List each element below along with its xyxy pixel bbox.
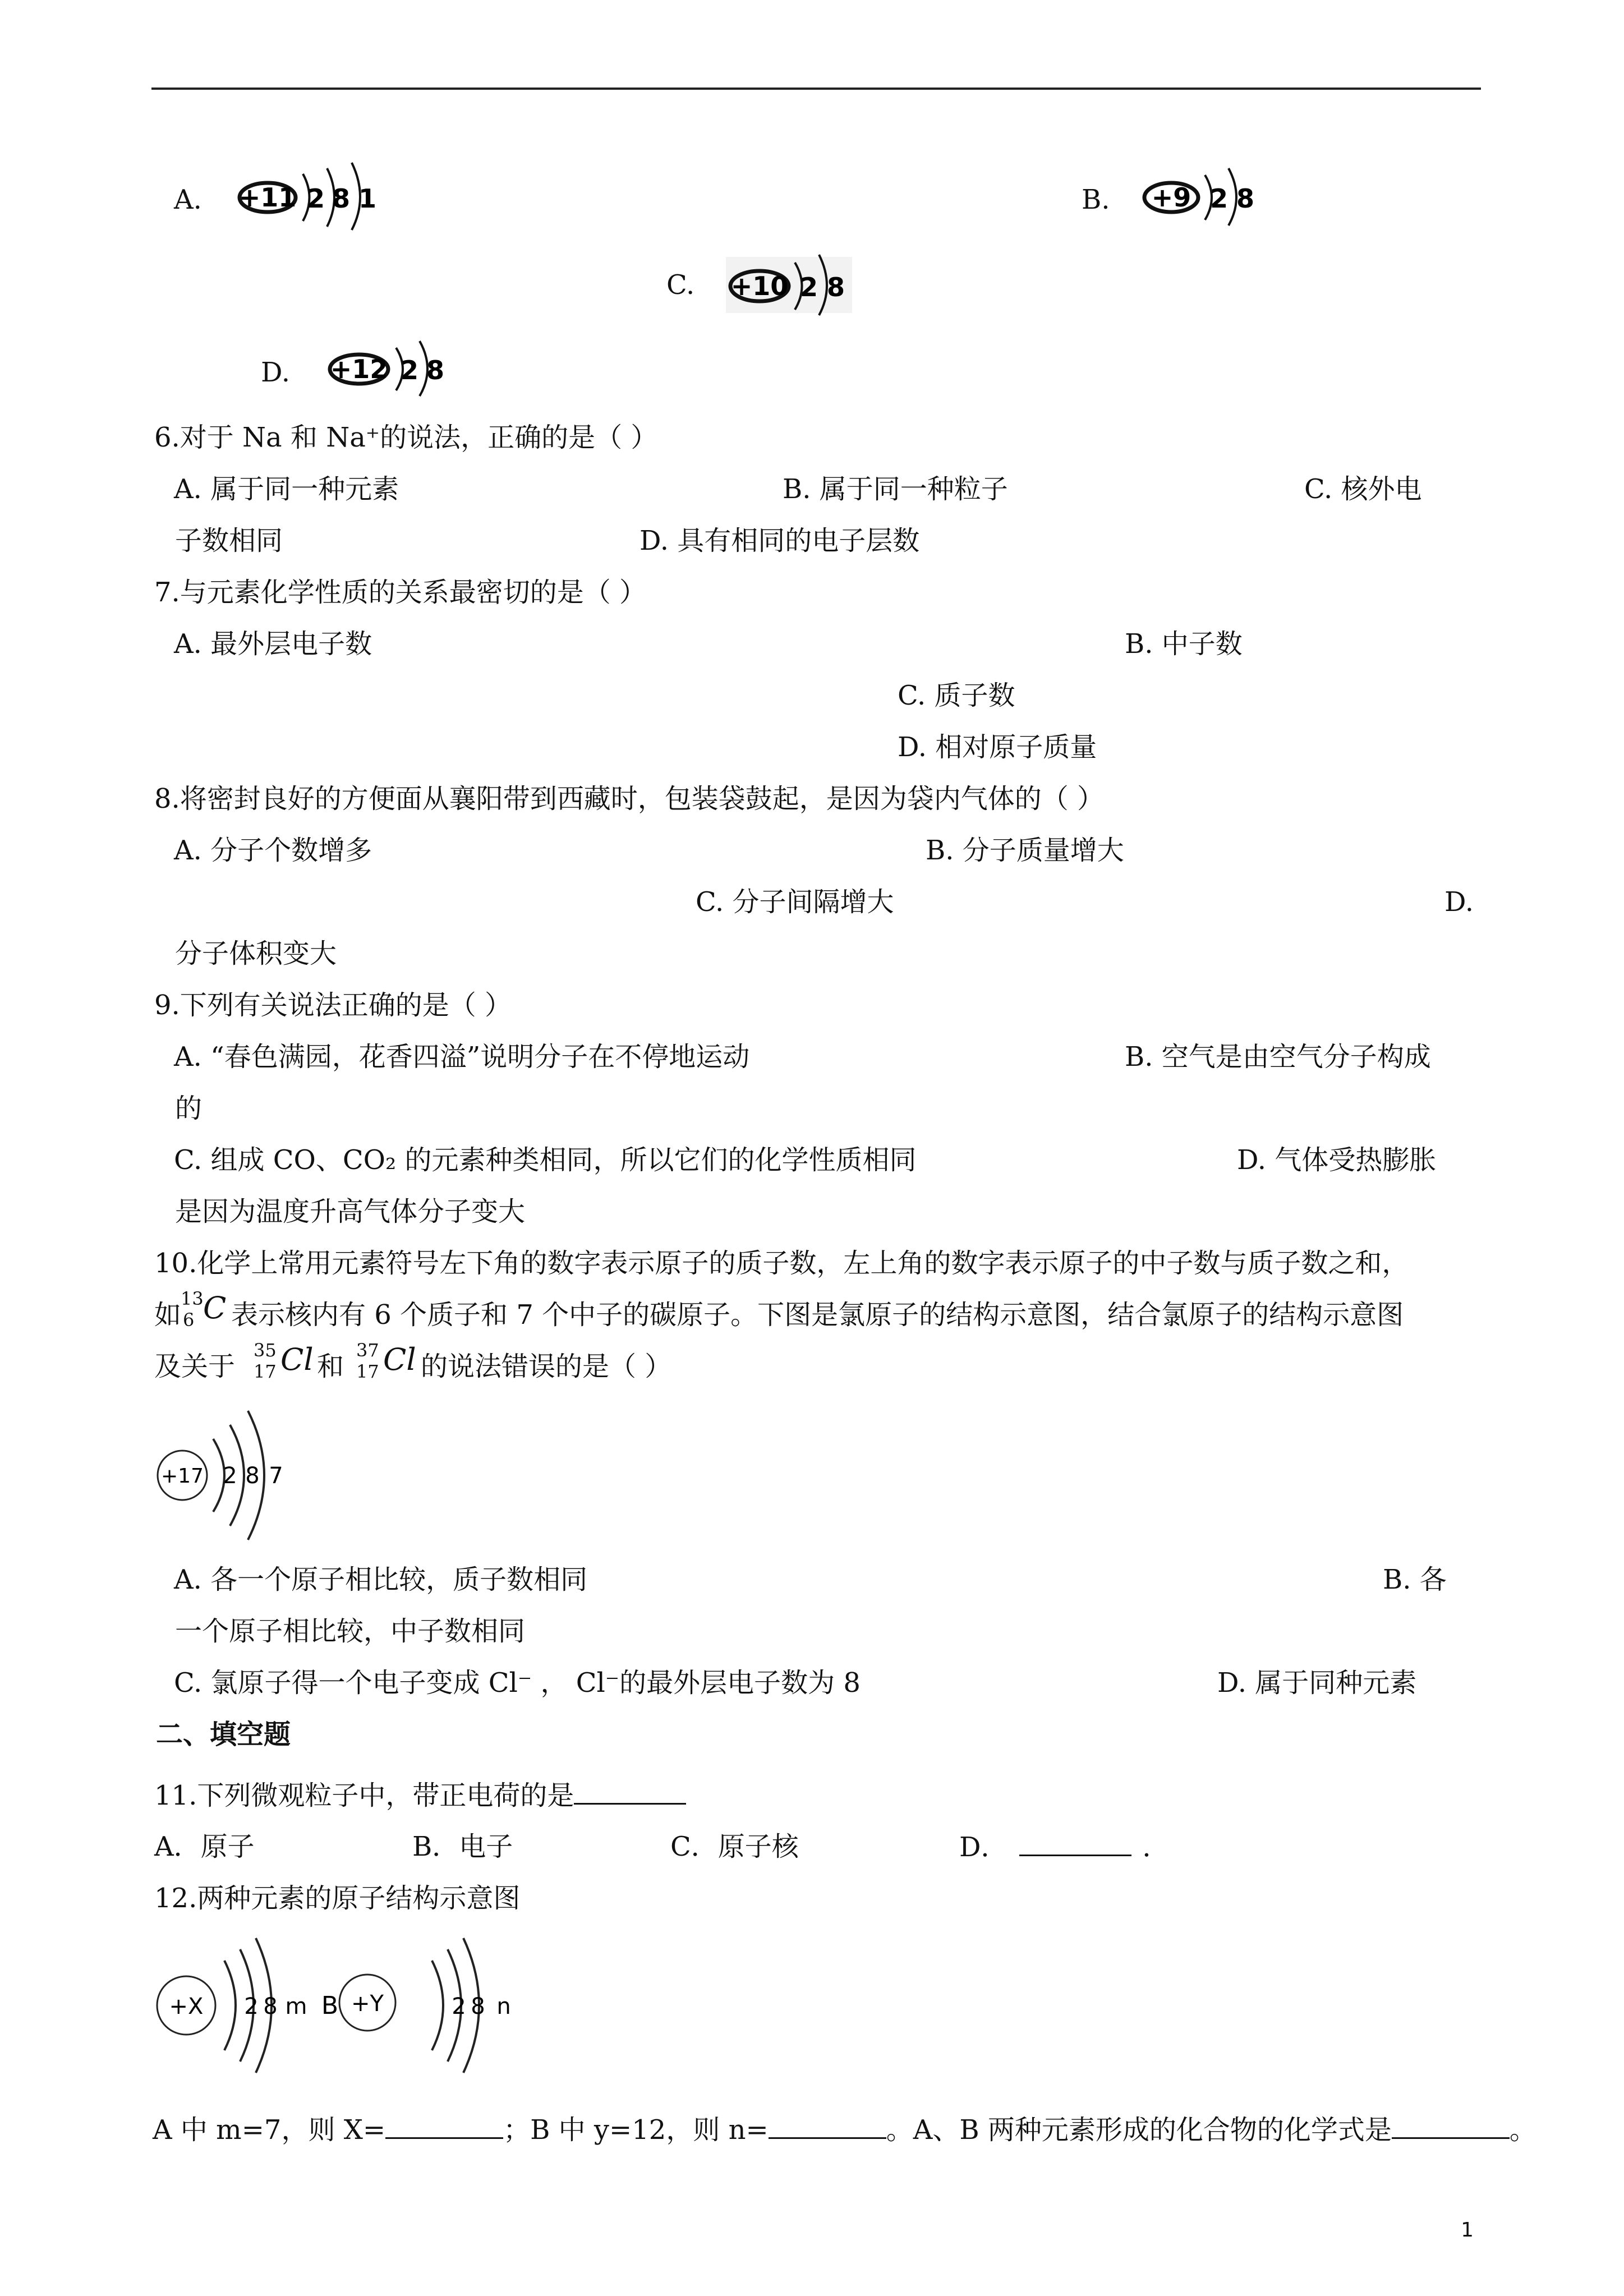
q6-option-b: B. 属于同一种粒子 xyxy=(783,473,1008,505)
mass-number: 37 xyxy=(356,1340,379,1361)
nucleus-label: +10 xyxy=(730,271,789,301)
q5-option-b-letter: B. xyxy=(1082,184,1110,215)
q8-stem: 8.将密封良好的方便面从襄阳带到西藏时，包装袋鼓起，是因为袋内气体的（ ） xyxy=(154,783,1105,815)
q11-option-b: B．电子 xyxy=(412,1831,513,1862)
shell-1: 2 xyxy=(400,355,419,385)
q9-option-d-cont: 是因为温度升高气体分子变大 xyxy=(175,1196,526,1227)
q12-answer-line xyxy=(153,2113,1536,2147)
shell-3: 1 xyxy=(358,183,377,214)
shell-2: 8 xyxy=(245,1463,260,1489)
q10-line3-and: 和 xyxy=(317,1351,344,1382)
atomic-number: 17 xyxy=(254,1361,277,1382)
q5-option-c-letter: C. xyxy=(666,269,695,301)
q11-option-d: D． xyxy=(959,1832,1008,1863)
q8-option-d: D. xyxy=(1444,886,1474,918)
q7-option-b: B. 中子数 xyxy=(1125,628,1243,660)
q5-option-c-diagram xyxy=(725,246,854,319)
q8-option-b: B. 分子质量增大 xyxy=(926,835,1124,866)
nucleus-label: +11 xyxy=(238,182,297,213)
atomic-number: 17 xyxy=(356,1361,379,1382)
q12-blank-n[interactable] xyxy=(769,2113,886,2139)
element-symbol: C xyxy=(203,1290,227,1326)
q7-option-c: C. 质子数 xyxy=(898,680,1015,711)
shell-1: 2 xyxy=(1209,183,1229,214)
shell-2: 8 xyxy=(263,1994,278,2019)
q7-option-a: A. 最外层电子数 xyxy=(174,628,372,660)
shell-2: 8 xyxy=(332,183,351,214)
nucleus-label: +X xyxy=(169,1994,204,2019)
q10-line2-prefix: 如 xyxy=(154,1299,182,1331)
q5-option-d-diagram xyxy=(324,337,459,398)
q9-option-b-cont: 的 xyxy=(175,1093,203,1124)
q11-answer-blank[interactable] xyxy=(574,1778,686,1805)
page-number: 1 xyxy=(1461,2219,1474,2242)
q5-option-b-diagram xyxy=(1139,162,1268,229)
shell-3: m xyxy=(285,1994,307,2019)
q11-option-d-blank[interactable] xyxy=(1019,1830,1131,1856)
mass-number: 13 xyxy=(181,1288,204,1309)
q9-option-b: B. 空气是由空气分子构成 xyxy=(1125,1041,1431,1073)
shell-2: 8 xyxy=(471,1994,485,2019)
q11-stem-line xyxy=(154,1778,686,1812)
q5-option-a-diagram xyxy=(233,158,395,231)
shell-2: 8 xyxy=(1236,183,1255,214)
q10-chlorine-diagram xyxy=(151,1402,297,1548)
q10-line3-prefix: 及关于 xyxy=(154,1351,236,1382)
isotope-cl35 xyxy=(254,1340,321,1384)
nucleus-label: +Y xyxy=(351,1991,384,2017)
q9-option-d: D. 气体受热膨胀 xyxy=(1237,1144,1437,1176)
header-rule xyxy=(151,88,1481,90)
q10-option-d: D. 属于同种元素 xyxy=(1217,1667,1417,1699)
q11-option-d-end: ． xyxy=(1142,1832,1170,1863)
shell-2: 8 xyxy=(826,272,845,302)
q12-answer-part2: ；B 中 y=12，则 n= xyxy=(503,2114,769,2146)
q12-answer-part3: 。A、B 两种元素形成的化合物的化学式是 xyxy=(886,2114,1392,2146)
atomic-number: 6 xyxy=(183,1309,195,1331)
shell-3: n xyxy=(496,1994,511,2019)
q10-option-a: A. 各一个原子相比较，质子数相同 xyxy=(174,1564,588,1595)
shell-1: 2 xyxy=(244,1994,259,2019)
shell-2: 8 xyxy=(426,355,445,385)
q12-answer-part1: A 中 m=7，则 X= xyxy=(153,2114,386,2146)
isotope-cl37 xyxy=(356,1340,424,1384)
shell-1: 2 xyxy=(223,1463,237,1489)
q10-stem-line1: 10.化学上常用元素符号左下角的数字表示原子的质子数，左上角的数字表示原子的中子数与质子数之和， xyxy=(154,1248,1409,1279)
section-title: 二、填空题 xyxy=(156,1719,291,1750)
q11-option-a: A．原子 xyxy=(154,1831,255,1862)
q11-stem: 11.下列微观粒子中，带正电荷的是 xyxy=(154,1780,574,1811)
q6-option-d: D. 具有相同的电子层数 xyxy=(640,525,920,556)
q5-option-d-letter: D. xyxy=(261,357,291,388)
q6-option-c-cont: 子数相同 xyxy=(175,525,283,556)
atom-b-diagram xyxy=(321,1938,511,2073)
q10-line2-text: 表示核内有 6 个质子和 7 个中子的碳原子。下图是氯原子的结构示意图，结合氯原子的结构示意图 xyxy=(231,1299,1404,1331)
q8-option-a: A. 分子个数增多 xyxy=(174,835,372,866)
q9-option-a: A. “春色满园，花香四溢”说明分子在不停地运动 xyxy=(174,1041,750,1073)
shell-3: 7 xyxy=(269,1463,283,1489)
shell-1: 2 xyxy=(452,1994,466,2019)
q8-option-d-cont: 分子体积变大 xyxy=(175,938,337,969)
q10-option-c: C. 氯原子得一个电子变成 Cl⁻ ， Cl⁻的最外层电子数为 8 xyxy=(174,1667,861,1699)
q12-stem: 12.两种元素的原子结构示意图 xyxy=(154,1883,521,1914)
nucleus-label: +17 xyxy=(161,1465,204,1488)
q7-option-d: D. 相对原子质量 xyxy=(898,731,1097,763)
q5-option-a-letter: A. xyxy=(174,184,202,215)
q9-option-c: C. 组成 CO、CO₂ 的元素种类相同，所以它们的化学性质相同 xyxy=(174,1144,917,1176)
q12-answer-part4: 。 xyxy=(1509,2114,1536,2146)
isotope-c13 xyxy=(181,1288,231,1333)
q12-blank-x[interactable] xyxy=(385,2113,503,2139)
q6-option-a: A. 属于同一种元素 xyxy=(174,473,399,505)
atom-a-diagram xyxy=(157,1938,307,2073)
mass-number: 35 xyxy=(254,1340,277,1361)
q9-stem: 9.下列有关说法正确的是（ ） xyxy=(154,990,512,1021)
q6-option-c: C. 核外电 xyxy=(1304,473,1422,505)
atom-b-label: B xyxy=(321,1991,339,2020)
q12-blank-formula[interactable] xyxy=(1392,2113,1510,2139)
element-symbol: Cl xyxy=(280,1342,314,1377)
q11-option-c: C．原子核 xyxy=(670,1831,799,1862)
q7-stem: 7.与元素化学性质的关系最密切的是（ ） xyxy=(154,577,647,608)
q10-option-b-cont: 一个原子相比较，中子数相同 xyxy=(175,1616,526,1647)
q12-diagrams xyxy=(151,1930,544,2081)
q8-option-c: C. 分子间隔增大 xyxy=(696,886,894,918)
q11-option-d-line xyxy=(959,1830,1170,1864)
nucleus-label: +9 xyxy=(1151,182,1191,213)
q6-stem: 6.对于 Na 和 Na⁺的说法，正确的是（ ） xyxy=(154,422,658,453)
nucleus-label: +12 xyxy=(330,354,388,384)
q10-option-b: B. 各 xyxy=(1383,1564,1447,1595)
shell-1: 2 xyxy=(306,183,325,214)
shell-1: 2 xyxy=(799,272,818,302)
q10-line3-text: 的说法错误的是（ ） xyxy=(421,1351,672,1382)
element-symbol: Cl xyxy=(383,1342,416,1377)
